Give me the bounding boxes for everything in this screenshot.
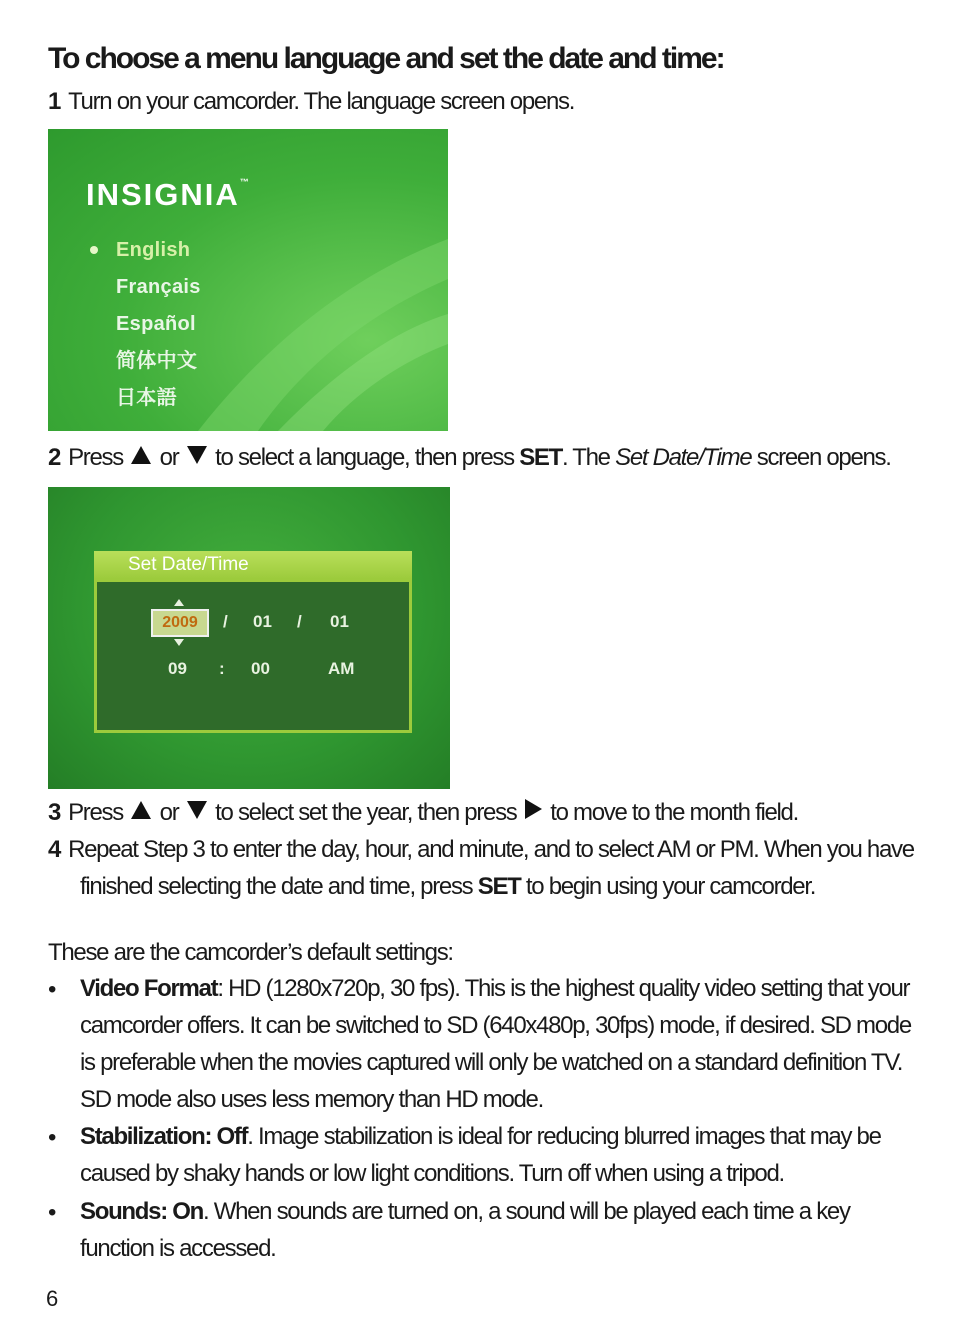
step-4 [48, 836, 914, 864]
step-4-continued [80, 873, 815, 901]
language-option-francais[interactable]: Français [116, 276, 201, 298]
set-keyword: SET [519, 444, 562, 471]
bullet-label: Video Format [80, 975, 218, 1002]
bullet-text: . When sounds are turned on, a sound will be played each time a key function is accessed. [80, 1198, 850, 1262]
step-text: Press [68, 799, 123, 826]
step-text: to select a language, then press [215, 444, 514, 471]
bullet-icon: • [48, 1199, 56, 1226]
bullet-icon: • [48, 1124, 56, 1151]
page-heading: To choose a menu language and set the date and time: [48, 42, 724, 75]
date-time-dialog [94, 551, 412, 733]
step-number: 3 [48, 799, 61, 826]
step-text: to select set the year, then press [215, 799, 517, 826]
step-text: Press [68, 444, 123, 471]
minute-field[interactable]: 00 [251, 659, 270, 678]
language-list [116, 234, 201, 419]
time-separator: : [219, 659, 225, 678]
year-field[interactable]: 2009 [151, 609, 209, 637]
defaults-intro: These are the camcorder’s default settings: [48, 939, 453, 966]
date-time-screen [48, 487, 450, 789]
step-text: . The [561, 444, 610, 471]
language-screen [48, 129, 448, 431]
date-separator: / [223, 612, 228, 631]
date-separator: / [297, 612, 302, 631]
dialog-inner [97, 582, 409, 730]
step-text: screen opens. [756, 444, 891, 471]
step-text: finished selecting the date and time, press [80, 873, 473, 900]
ampm-field[interactable]: AM [328, 659, 355, 678]
bullet-label: Sounds: On [80, 1198, 203, 1225]
up-arrow-icon [131, 801, 151, 819]
step-number: 4 [48, 836, 61, 863]
screen-name: Set Date/Time [615, 444, 752, 471]
language-option-japanese[interactable]: 日本語 [116, 387, 177, 409]
insignia-logo: INSIGNIA™ [86, 177, 249, 212]
hour-field[interactable]: 09 [168, 659, 187, 678]
year-down-icon[interactable] [174, 639, 184, 646]
set-keyword: SET [477, 873, 521, 900]
step-text: or [159, 799, 179, 826]
bullet-label: Stabilization: Off [80, 1123, 248, 1150]
step-text: Turn on your camcorder. The language screen opens. [68, 88, 575, 115]
step-text: Repeat Step 3 to enter the day, hour, and minute, and to select AM or PM. When you have [68, 836, 914, 863]
language-option-espanol[interactable]: Español [116, 313, 196, 335]
year-up-icon[interactable] [174, 599, 184, 606]
step-number: 2 [48, 444, 61, 471]
background-swoosh [48, 129, 448, 431]
language-option-chinese[interactable]: 简体中文 [116, 350, 198, 372]
step-text: or [159, 444, 179, 471]
down-arrow-icon [187, 801, 207, 819]
bullet-text: . Image stabilization is ideal for reducing blurred images that may be caused by shaky hands or low light conditions. Turn off when using a tripod. [80, 1123, 881, 1187]
dialog-body [94, 579, 412, 733]
page-number: 6 [46, 1286, 59, 1311]
right-arrow-icon [525, 799, 542, 819]
language-option-english[interactable]: English [116, 234, 201, 271]
step-3 [48, 799, 798, 827]
up-arrow-icon [131, 446, 151, 464]
step-text: to begin using your camcorder. [525, 873, 816, 900]
bullet-icon: • [48, 976, 56, 1003]
down-arrow-icon [187, 446, 207, 464]
day-field[interactable]: 01 [330, 612, 349, 631]
step-2 [48, 444, 891, 472]
dialog-title: Set Date/Time [94, 551, 412, 579]
bullet-text: : HD (1280x720p, 30 fps). This is the highest quality video setting that your camcorder offers. It can be switched to SD (640x480p, 30fps) mode, if desired. SD mode is preferable when the movies captured will only be watched on a standard definition TV. SD mode also uses less memory than HD mode. [80, 975, 911, 1113]
month-field[interactable]: 01 [253, 612, 272, 631]
step-number: 1 [48, 88, 61, 115]
step-text: to move to the month field. [550, 799, 798, 826]
step-1 [48, 88, 574, 116]
selected-dot-icon [90, 246, 98, 254]
